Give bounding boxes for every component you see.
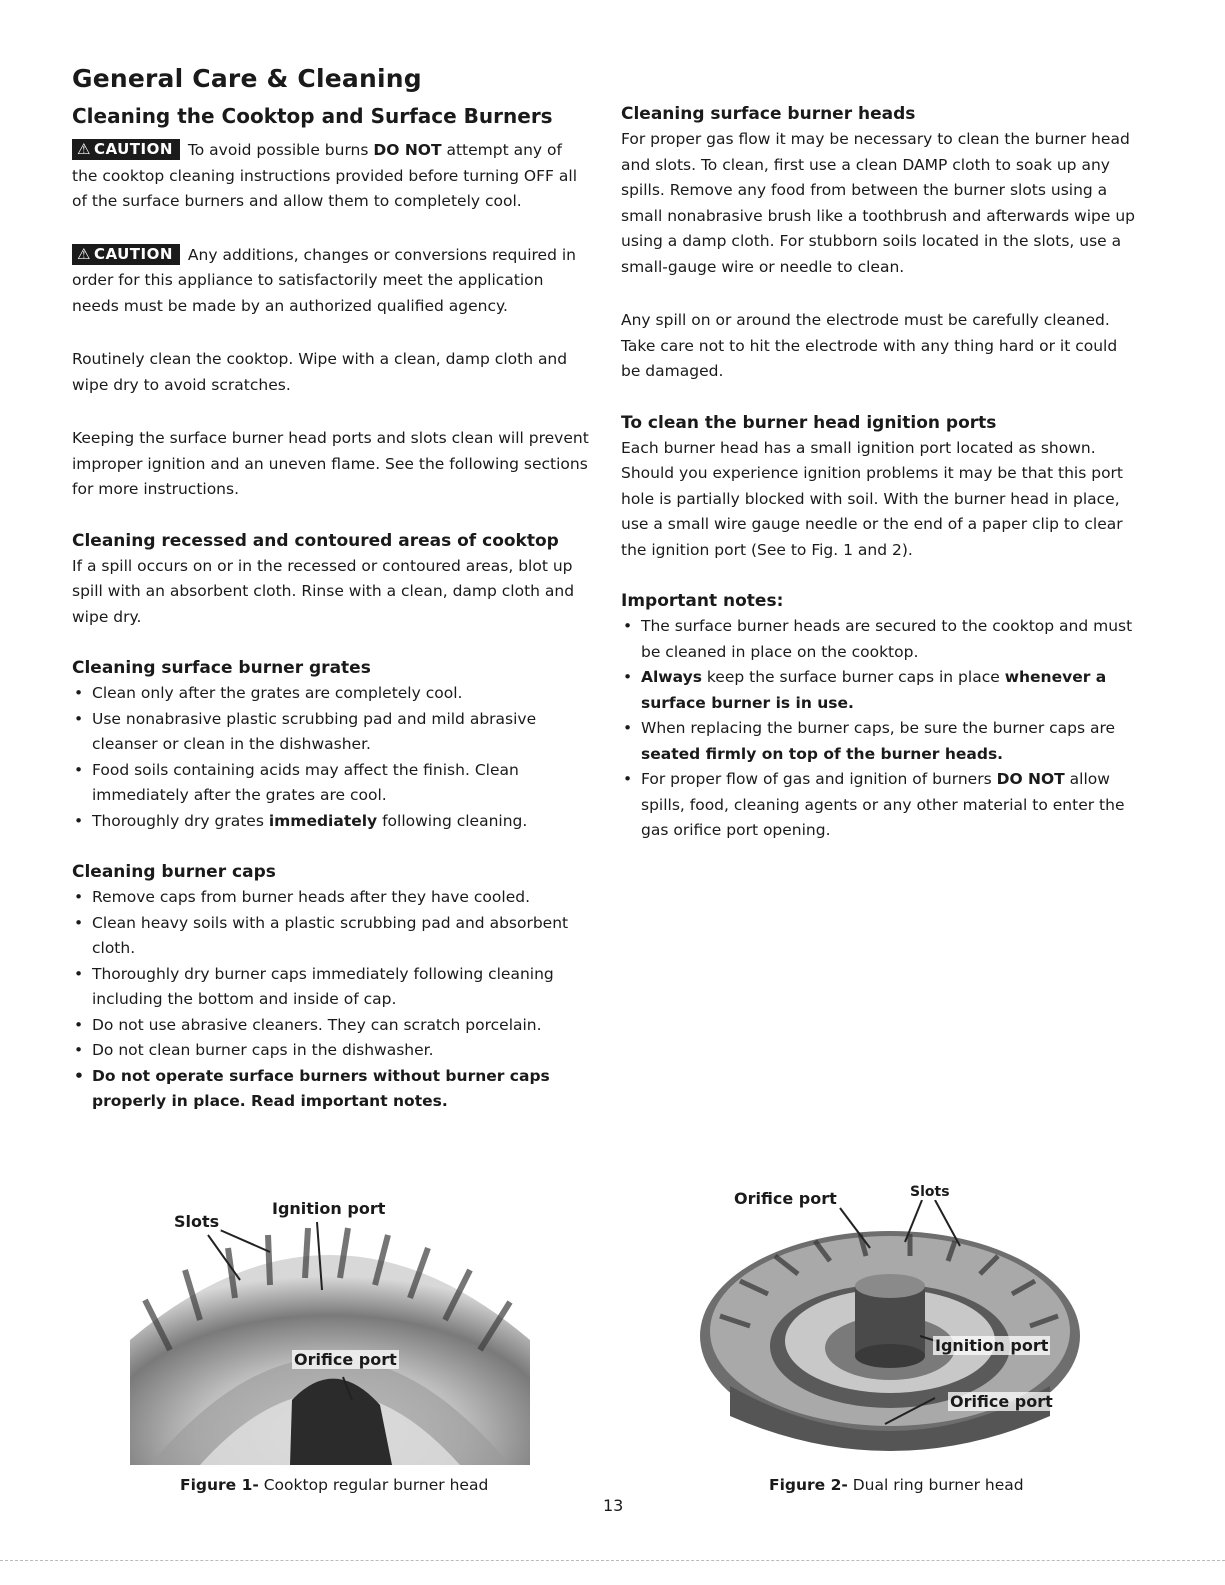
list-item: • Food soils containing acids may affect the finish. Clean immediately after the grates are cool. xyxy=(72,758,592,809)
grates-heading: Cleaning surface burner grates xyxy=(72,658,371,678)
list-item: • Do not operate surface burners without burner caps properly in place. Read important notes. xyxy=(72,1064,592,1115)
heads-text-1: For proper gas flow it may be necessary to clean the burner head and slots. To clean, first use a clean DAMP cloth to soak up any spills. Remove any food from between the burner slots using a small nonabrasive brush like a toothbrush and afterwards wipe up using a damp cloth. For stubborn soils located in the slots, use a small-gauge wire or needle to clean. xyxy=(621,130,1135,276)
list-item: • Use nonabrasive plastic scrubbing pad and mild abrasive cleanser or clean in the dishwasher. xyxy=(72,707,592,758)
list-item: • Do not clean burner caps in the dishwasher. xyxy=(72,1038,592,1064)
ignition-text: Each burner head has a small ignition port located as shown. Should you experience ignition problems it may be that this port hole is partially blocked with soil. With the burner head in place, use a small wire gauge needle or the end of a paper clip to clear the ignition port (See to Fig. 1 and 2). xyxy=(621,438,1124,559)
list-item: • Clean only after the grates are completely cool. xyxy=(72,681,592,707)
caution-paragraph-2: ⚠ CAUTION Any additions, changes or conversions required in order for this appliance to satisfactorily meet the application needs must be made by an authorized qualified agency. xyxy=(72,244,576,315)
warning-triangle-icon: ⚠ xyxy=(77,244,91,263)
caution-paragraph-1: ⚠ CAUTION To avoid possible burns DO NOT attempt any of the cooktop cleaning instructions provided before turning OFF all of the surface burners and allow them to completely cool. xyxy=(72,140,578,210)
label-orifice-port: Orifice port xyxy=(294,1350,397,1369)
list-item: • Remove caps from burner heads after they have cooled. xyxy=(72,885,592,911)
notes-list xyxy=(621,614,1141,844)
caps-heading: Cleaning burner caps xyxy=(72,862,276,882)
routine-cleaning-text: Routinely clean the cooktop. Wipe with a clean, damp cloth and wipe dry to avoid scratches. xyxy=(72,350,568,394)
grates-list xyxy=(72,681,592,834)
figure-1-caption: Figure 1- Cooktop regular burner head xyxy=(180,1476,489,1494)
caution-badge: ⚠ CAUTION xyxy=(72,244,180,265)
list-item: • Thoroughly dry grates immediately following cleaning. xyxy=(72,809,592,835)
figure-1 xyxy=(130,1190,530,1465)
list-item: • The surface burner heads are secured to the cooktop and must be cleaned in place on the cooktop. xyxy=(621,614,1141,665)
list-item: • Clean heavy soils with a plastic scrubbing pad and absorbent cloth. xyxy=(72,911,592,962)
label-ignition-port: Ignition port xyxy=(272,1199,386,1218)
caution-badge: ⚠ CAUTION xyxy=(72,139,180,160)
warning-triangle-icon: ⚠ xyxy=(77,140,91,158)
heads-text-2: Any spill on or around the electrode must be carefully cleaned. Take care not to hit the electrode with any thing hard or it could be damaged. xyxy=(621,311,1118,380)
list-item: • Thoroughly dry burner caps immediately following cleaning including the bottom and inside of cap. xyxy=(72,962,592,1013)
bottom-divider xyxy=(0,1560,1225,1561)
caps-list xyxy=(72,885,592,1115)
recessed-heading: Cleaning recessed and contoured areas of cooktop xyxy=(72,530,559,551)
list-item: • For proper flow of gas and ignition of burners DO NOT allow spills, food, cleaning agents or any other material to enter the gas orifice port opening. xyxy=(621,767,1141,844)
label-orifice-port-inner: Orifice port xyxy=(950,1392,1053,1411)
recessed-text: If a spill occurs on or in the recessed or contoured areas, blot up spill with an absorbent cloth. Rinse with a clean, damp cloth and wipe dry. xyxy=(72,556,575,626)
label-slots: Slots xyxy=(910,1184,950,1200)
right-column xyxy=(621,104,1141,872)
regular-burner-head-illustration xyxy=(130,1190,530,1465)
page-title: General Care & Cleaning xyxy=(72,64,422,93)
list-item: • Always keep the surface burner caps in place whenever a surface burner is in use. xyxy=(621,665,1141,716)
ignition-heading: To clean the burner head ignition ports xyxy=(621,412,997,433)
left-column xyxy=(72,104,592,1143)
label-slots: Slots xyxy=(174,1212,220,1231)
dual-ring-burner-head-illustration xyxy=(690,1186,1090,1466)
section-title: Cleaning the Cooktop and Surface Burners xyxy=(72,104,553,128)
label-ignition-port: Ignition port xyxy=(935,1336,1049,1355)
label-orifice-port-top: Orifice port xyxy=(734,1189,837,1208)
figure-2 xyxy=(690,1186,1090,1466)
keeping-clean-text: Keeping the surface burner head ports and slots clean will prevent improper ignition and an uneven flame. See the following sections for more instructions. xyxy=(72,429,589,498)
page-number: 13 xyxy=(603,1496,624,1515)
figure-2-caption: Figure 2- Dual ring burner head xyxy=(769,1476,1024,1494)
notes-heading: Important notes: xyxy=(621,591,784,611)
list-item: • Do not use abrasive cleaners. They can scratch porcelain. xyxy=(72,1013,592,1039)
heads-heading: Cleaning surface burner heads xyxy=(621,104,916,124)
list-item: • When replacing the burner caps, be sure the burner caps are seated firmly on top of the burner heads. xyxy=(621,716,1141,767)
